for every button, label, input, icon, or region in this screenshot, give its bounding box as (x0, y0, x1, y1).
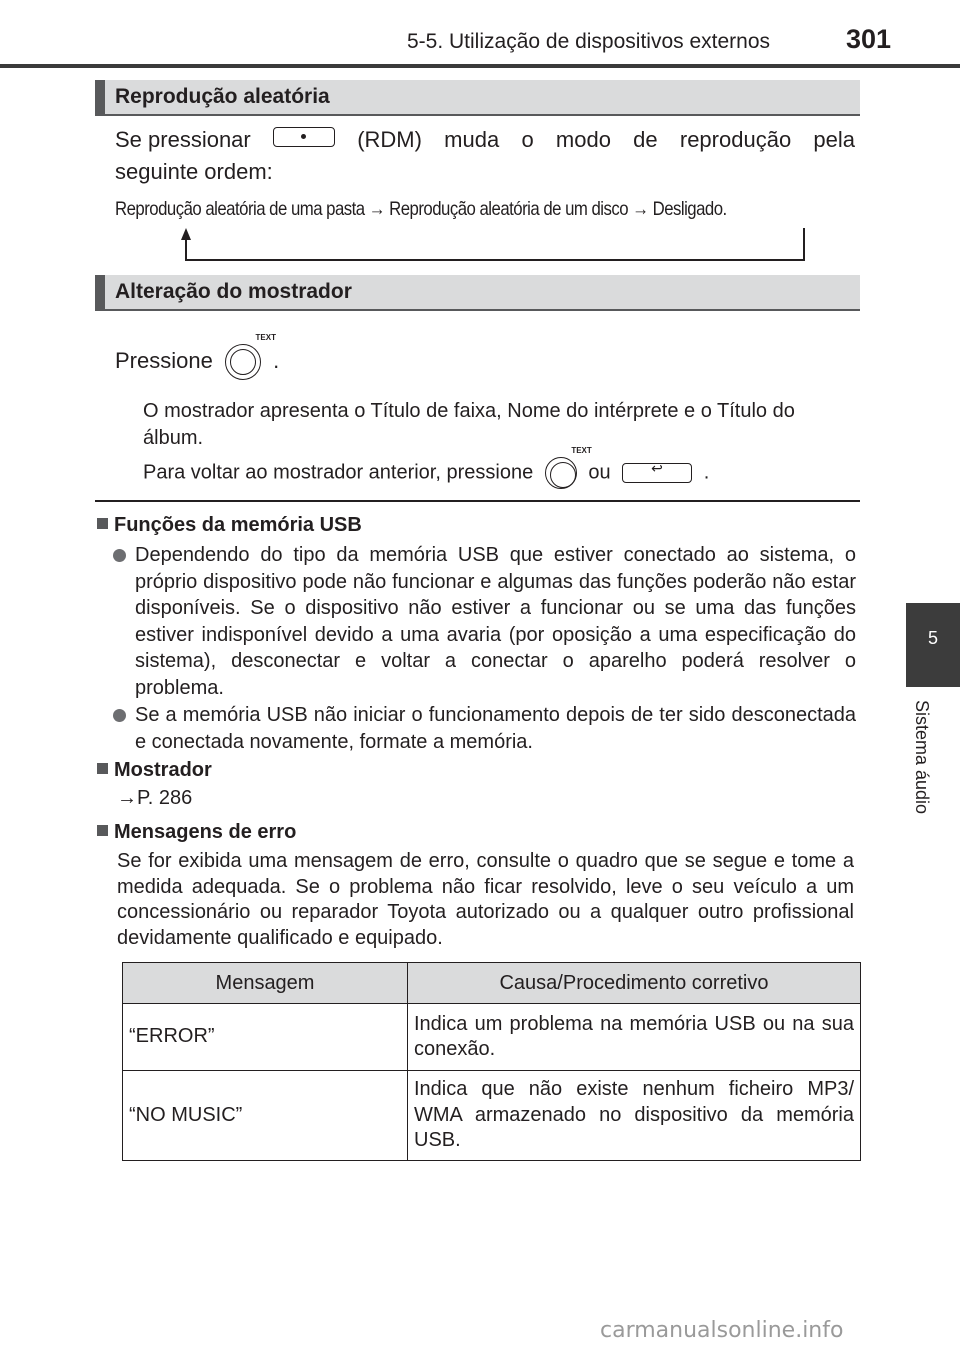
page-number: 301 (846, 24, 892, 54)
square-bullet-icon (97, 763, 108, 774)
text: muda (444, 127, 500, 152)
subheading-usb-functions (97, 514, 362, 537)
text: . (273, 347, 280, 373)
header-rule (0, 64, 960, 68)
section-title: Alteração do mostrador (115, 280, 352, 303)
text: reprodução (679, 127, 792, 152)
chapter-label-text: Sistema áudio (912, 700, 932, 815)
text: Se pressionar (115, 127, 251, 152)
back-button-icon: ↩ (622, 463, 692, 483)
divider (95, 500, 860, 502)
subheading-text: Mostrador (114, 759, 212, 781)
bullet-dot-icon (113, 709, 126, 722)
text: ou (588, 461, 611, 484)
random-intro-line-2: seguinte ordem: (115, 159, 273, 184)
table-header-row (123, 963, 861, 1004)
column-header: Causa/Procedimento corretivo (408, 963, 861, 1004)
back-instruction (143, 446, 710, 489)
text: de (633, 127, 658, 152)
bullet-dot-icon (113, 549, 126, 562)
table-cell: “ERROR” (123, 1004, 408, 1071)
square-bullet-icon (97, 825, 108, 836)
section-heading-random-playback (95, 80, 860, 116)
rdm-button-icon (273, 127, 335, 147)
heading-bar (95, 275, 105, 309)
text: o (521, 127, 534, 152)
chapter-number: 5 (927, 628, 938, 648)
display-description: O mostrador apresenta o Título de faixa, Nome do intérprete e o Título do álbum. (143, 400, 795, 449)
text-knob-icon (545, 446, 592, 489)
subheading-text: Mensagens de erro (114, 821, 297, 843)
error-paragraph: Se for exibida uma mensagem de erro, consulte o quadro que se segue e tome a medida adequada. Se o problema não ficar resolvido, leve o seu veículo a um concessionário ou reparador Toyota autorizado ou a qualquer outro profissional devidamente qualificado e equipado. (117, 850, 854, 949)
table-cell: Indica que não existe nenhum ficheiro MP3/ WMA armazenado no dispositivo da memória USB. (408, 1071, 861, 1161)
text: Para voltar ao mostrador anterior, pressione (143, 461, 534, 484)
table-cell: Indica um problema na memória USB ou na sua conexão. (408, 1004, 861, 1071)
text: (RDM) (357, 127, 422, 152)
list-item (113, 542, 856, 701)
text: Pressione (115, 347, 213, 373)
error-table (122, 962, 861, 1161)
heading-bar (95, 80, 105, 114)
table-row (123, 1004, 861, 1071)
press-instruction (115, 333, 280, 380)
text: modo (555, 127, 611, 152)
knob-label: TEXT (255, 333, 276, 342)
list-item (113, 702, 856, 755)
chapter-label (907, 700, 943, 840)
sequence-loop-arrow-icon (178, 228, 808, 264)
text: . (703, 461, 710, 484)
subheading-error-messages (97, 821, 296, 844)
square-bullet-icon (97, 518, 108, 529)
subheading-text: Funções da memória USB (114, 514, 362, 536)
text-knob-icon (225, 333, 276, 380)
list-item-text: Se a memória USB não iniciar o funcionamento depois de ter sido desconectada e conectada novamente, formate a memória. (135, 704, 856, 753)
running-header: 5-5. Utilização de dispositivos externos (407, 30, 771, 53)
list-item-text: Dependendo do tipo da memória USB que estiver conectado ao sistema, o próprio dispositivo pode não funcionar e algumas das funções poderão não estar disponíveis. Se o dispositivo não estiver a funcionar ou se uma das funções estiver indisponível devido a uma avaria (por oposição a uma especificação do sistema), desconectar e voltar a conectar o aparelho poderá resolver o problema. (135, 544, 856, 699)
section-title: Reprodução aleatória (115, 85, 330, 108)
column-header: Mensagem (123, 963, 408, 1004)
section-heading-display-change (95, 275, 860, 311)
table-cell: “NO MUSIC” (123, 1071, 408, 1161)
playback-sequence: Reprodução aleatória de uma pasta → Reprodução aleatória de um disco → Desligado. (115, 198, 727, 220)
page-reference-link[interactable]: →P. 286 (117, 787, 193, 809)
random-intro-line (115, 127, 855, 153)
text: pela (813, 127, 855, 152)
watermark: carmanualsonline.info (600, 1318, 844, 1343)
subheading-display (97, 759, 212, 782)
table-row (123, 1071, 861, 1161)
knob-label: TEXT (571, 446, 592, 455)
